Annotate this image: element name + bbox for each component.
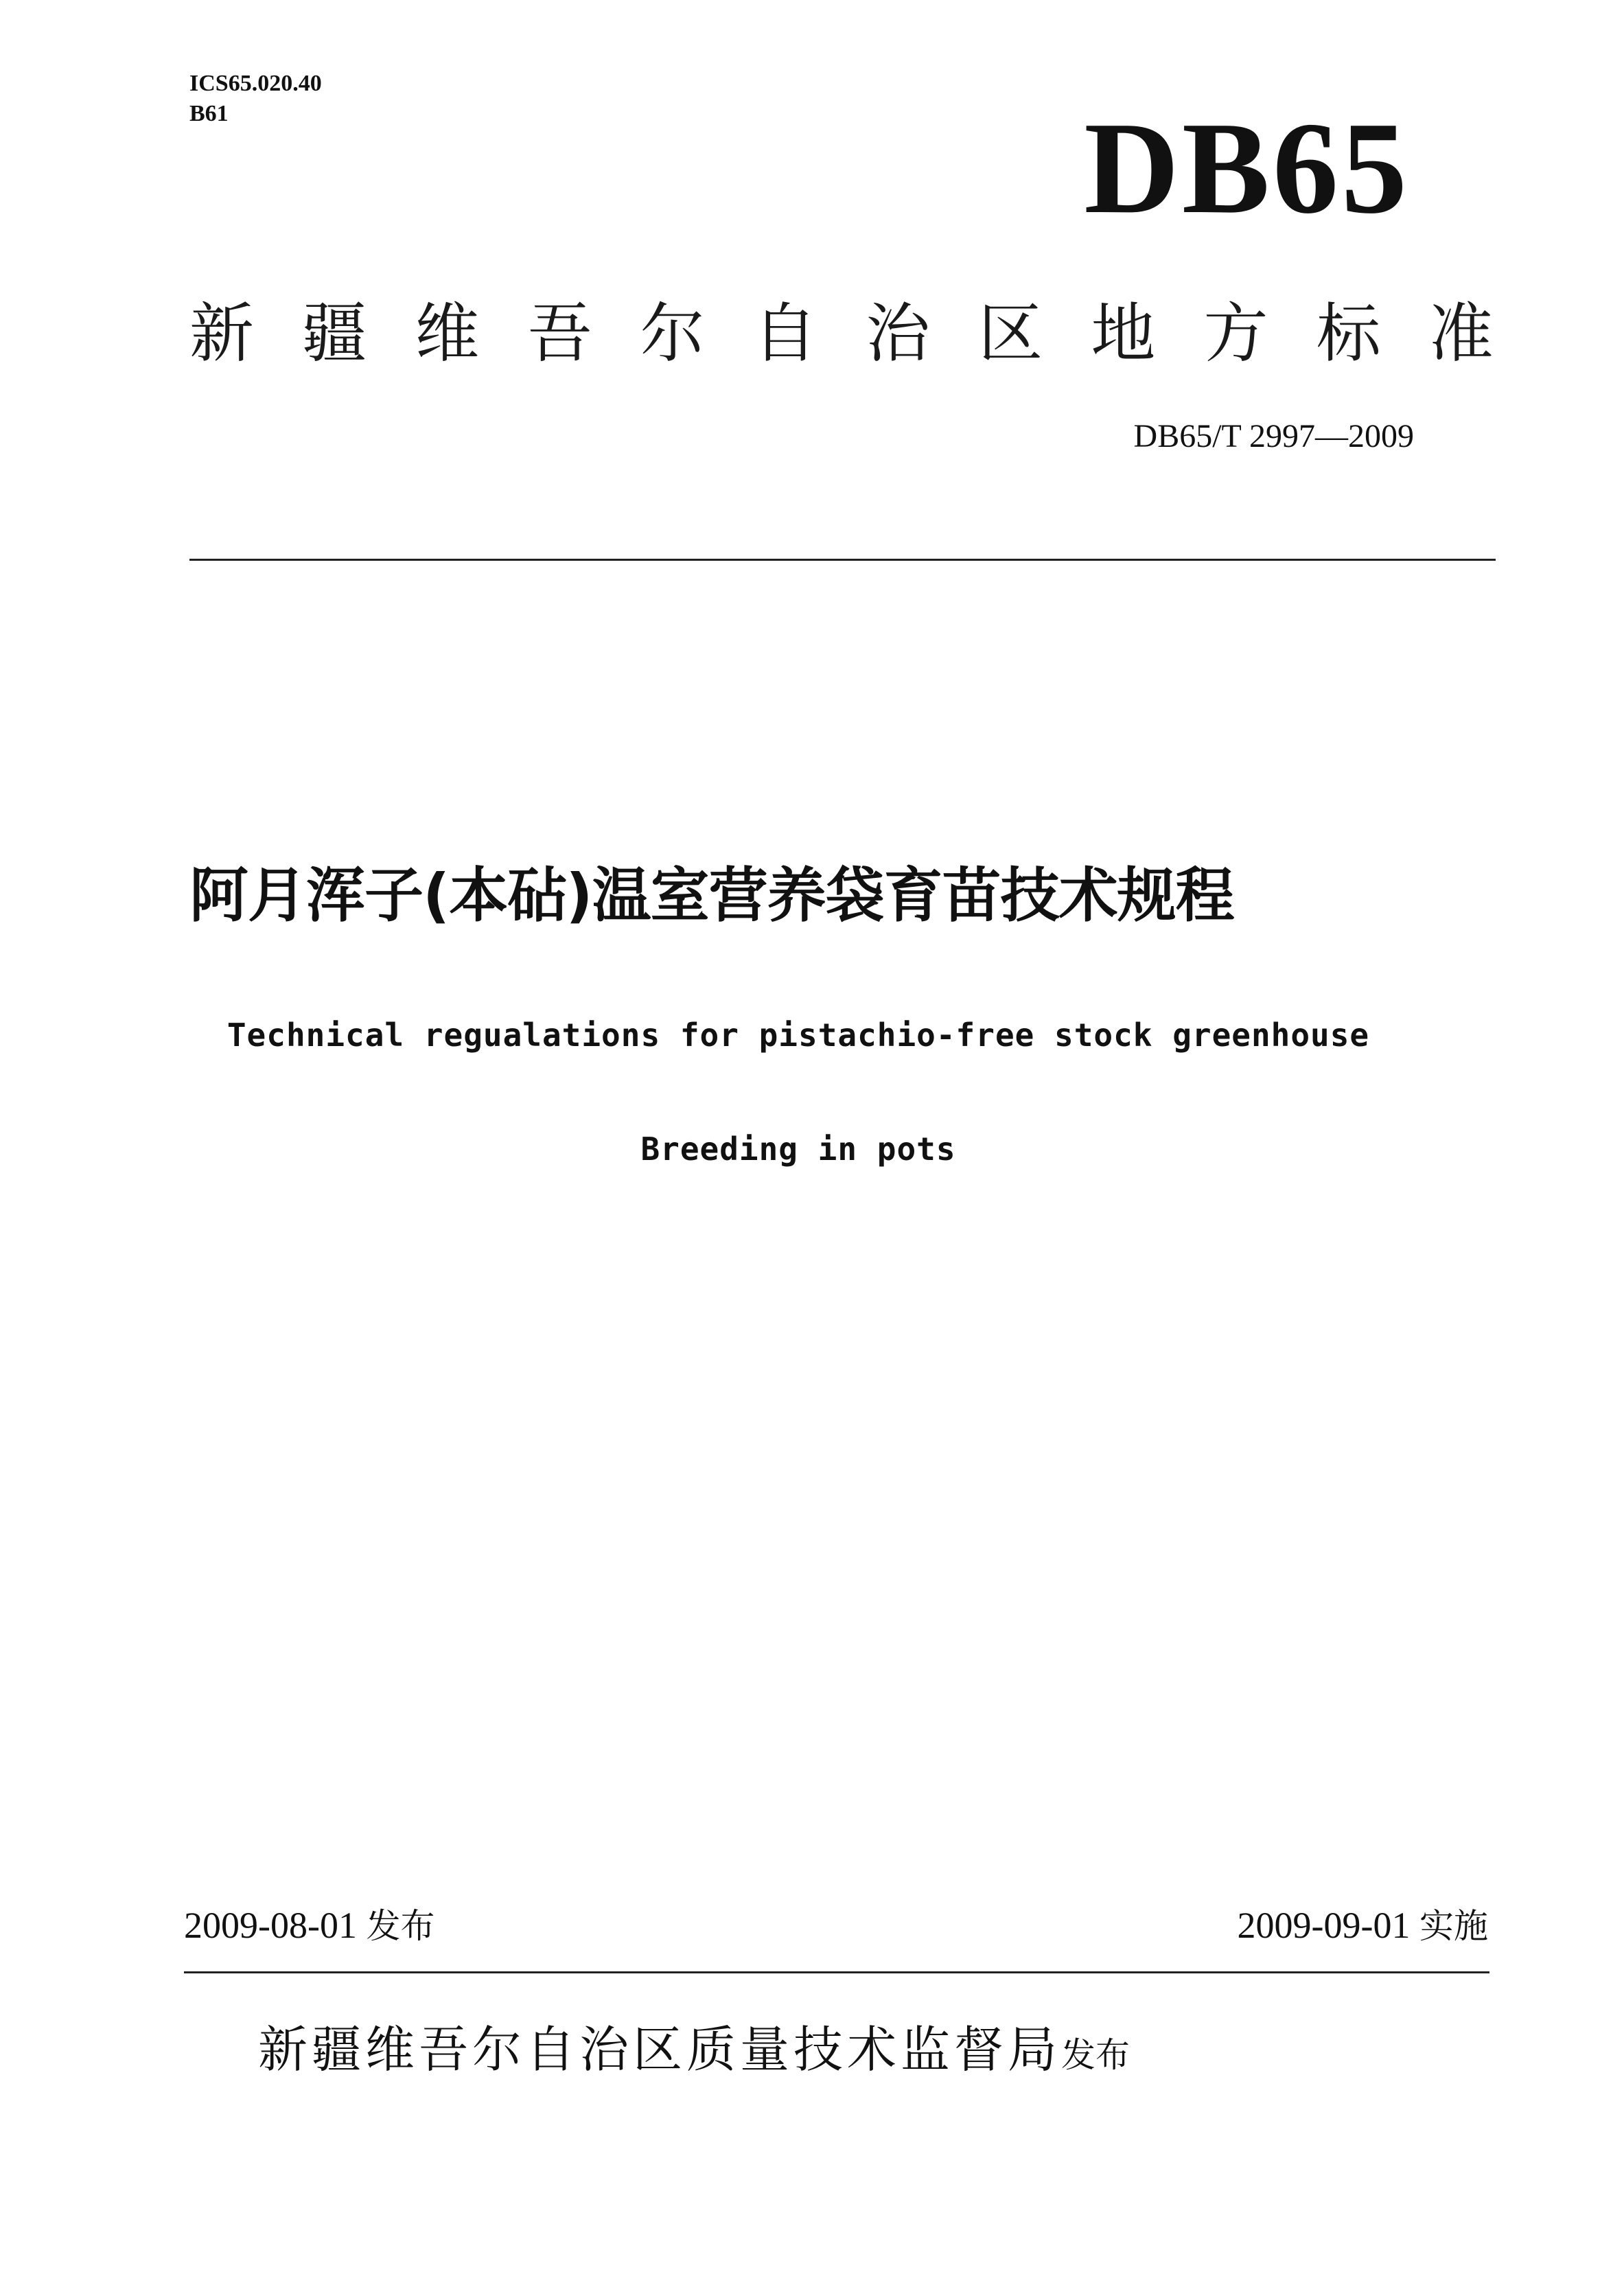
standard-type-char: 方 <box>1203 297 1268 371</box>
issue-date: 2009-08-01 <box>184 1905 357 1946</box>
document-title-english-line1: Technical regualations for pistachio-free stock greenhouse <box>227 1017 1370 1054</box>
standard-logo: DB65 <box>1084 95 1410 241</box>
standard-type-char: 维 <box>415 297 480 371</box>
date-row <box>184 1901 1488 1950</box>
ics-code: ICS65.020.40 <box>189 71 322 96</box>
standard-type-char: 尔 <box>640 297 705 371</box>
implement-label: 实施 <box>1419 1906 1488 1946</box>
standard-type-char: 标 <box>1316 297 1381 371</box>
standard-number: DB65/T 2997—2009 <box>1133 418 1414 454</box>
standard-type-char: 自 <box>752 297 817 371</box>
standard-type-char: 疆 <box>302 297 367 371</box>
issue-label: 发布 <box>366 1906 435 1946</box>
standard-type-char: 新 <box>189 297 255 371</box>
implement-date-block <box>1238 1901 1488 1950</box>
implement-date: 2009-09-01 <box>1237 1905 1411 1946</box>
publisher-line <box>258 2015 1130 2089</box>
classification-code: B61 <box>189 101 229 126</box>
standard-type-char: 吾 <box>527 297 592 371</box>
document-title-chinese: 阿月浑子(本砧)温室营养袋育苗技术规程 <box>189 861 1234 930</box>
header-codes <box>189 69 322 129</box>
standard-type-char: 区 <box>978 297 1043 371</box>
issue-date-block <box>184 1901 434 1950</box>
publisher-suffix: 发布 <box>1061 2035 1130 2075</box>
document-title-english-line2: Breeding in pots <box>640 1130 956 1168</box>
standard-type-title <box>189 297 1494 372</box>
standard-type-char: 准 <box>1428 297 1494 371</box>
standard-type-char: 治 <box>866 297 931 371</box>
publisher-name: 新疆维吾尔自治区质量技术监督局 <box>258 2021 1062 2078</box>
standard-type-char: 地 <box>1091 297 1156 371</box>
bottom-divider <box>184 1971 1489 1973</box>
top-divider <box>189 559 1496 561</box>
